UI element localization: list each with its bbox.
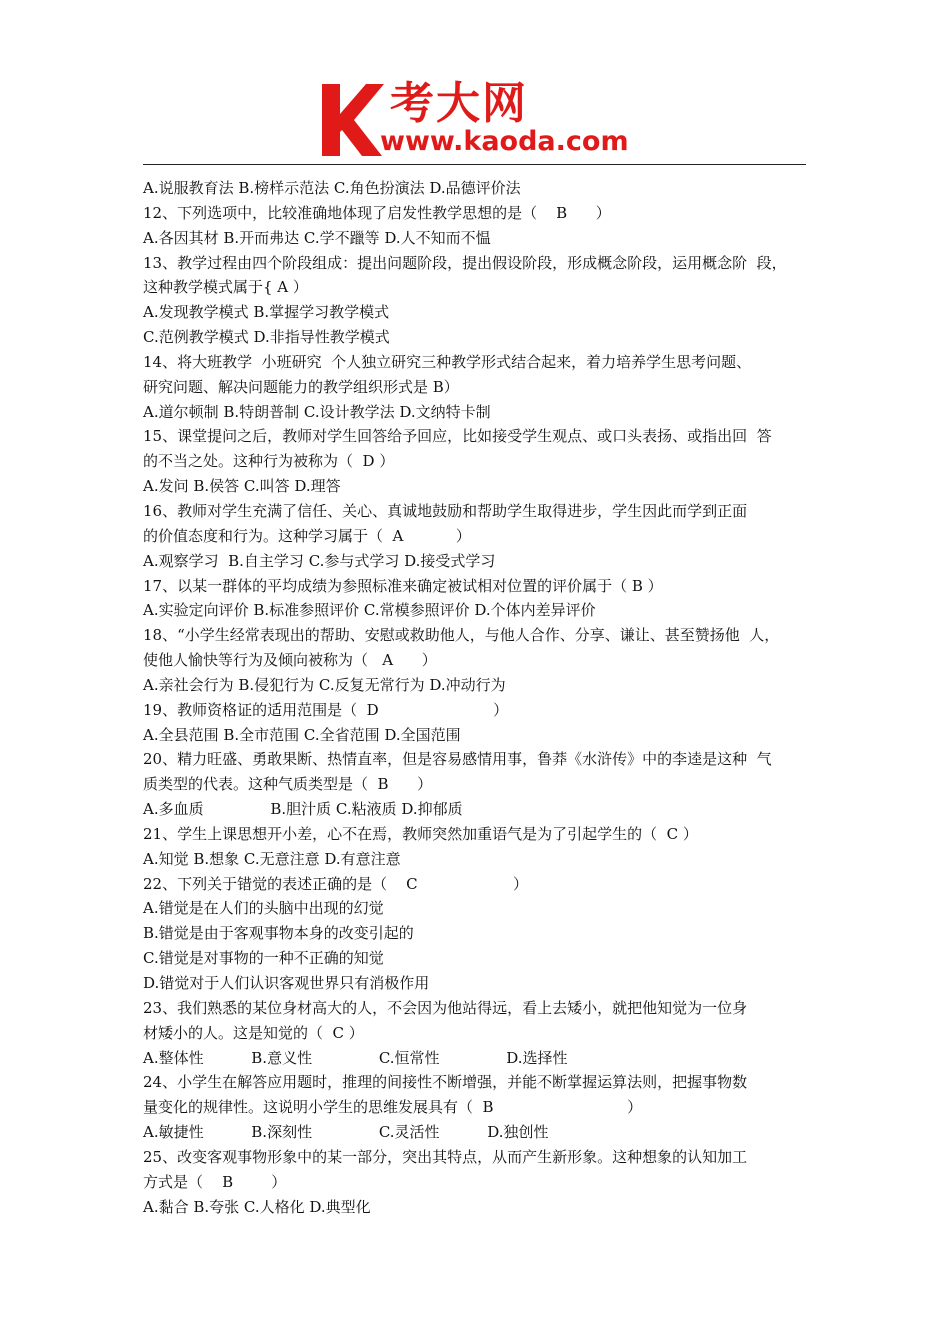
question-19-options: A.全县范围 B.全市范围 C.全省范围 D.全国范围	[143, 725, 461, 744]
question-22-option-c: C.错觉是对事物的一种不正确的知觉	[143, 949, 384, 968]
question-25-cont: 方式是（ B ）	[143, 1172, 287, 1191]
question-21: 21、学生上课思想开小差，心不在焉，教师突然加重语气是为了引起学生的（ C ）	[143, 824, 698, 843]
question-24-options: A.敏捷性 B.深刻性 C.灵活性 D.独创性	[143, 1123, 549, 1142]
question-15-cont: 的不当之处。这种行为被称为（ D ）	[143, 452, 395, 471]
question-22: 22、下列关于错觉的表述正确的是（ C ）	[143, 874, 528, 893]
question-19: 19、教师资格证的适用范围是（ D ）	[143, 700, 509, 719]
question-12-options: A.各因其材 B.开而弗达 C.学不躐等 D.人不知而不愠	[143, 228, 491, 247]
question-17: 17、以某一群体的平均成绩为参照标准来确定被试相对位置的评价属于（ B ）	[143, 576, 663, 595]
question-14-options: A.道尔顿制 B.特朗普制 C.设计教学法 D.文纳特卡制	[143, 402, 491, 421]
question-14-cont: 研究问题、解决问题能力的教学组织形式是 B）	[143, 377, 459, 396]
question-17-options: A.实验定向评价 B.标准参照评价 C.常模参照评价 D.个体内差异评价	[143, 601, 596, 620]
question-13-options-cd: C.范例教学模式 D.非指导性教学模式	[143, 328, 390, 347]
question-22-option-b: B.错觉是由于客观事物本身的改变引起的	[143, 924, 414, 943]
question-23-cont: 材矮小的人。这是知觉的（ C ）	[143, 1023, 364, 1042]
logo-title: 考大网	[390, 78, 528, 129]
question-20-cont: 质类型的代表。这种气质类型是（ B ）	[143, 775, 433, 794]
question-16-cont: 的价值态度和行为。这种学习属于（ A ）	[143, 526, 471, 545]
question-13-options-ab: A.发现教学模式 B.掌握学习教学模式	[143, 303, 390, 322]
question-20-options: A.多血质 B.胆汁质 C.粘液质 D.抑郁质	[143, 800, 463, 819]
document-body	[143, 176, 813, 1219]
question-22-option-d: D.错觉对于人们认识客观世界只有消极作用	[143, 974, 430, 992]
question-24: 24、小学生在解答应用题时，推理的间接性不断增强，并能不断掌握运算法则，把握事物数	[143, 1073, 748, 1092]
kaoda-logo[interactable]	[318, 80, 648, 162]
question-18: 18、“小学生经常表现出的帮助、安慰或救助他人，与他人合作、分享、谦让、甚至赞扬他 人，	[143, 626, 780, 645]
question-18-options: A.亲社会行为 B.侵犯行为 C.反复无常行为 D.冲动行为	[143, 675, 506, 694]
question-22-option-a: A.错觉是在人们的头脑中出现的幻觉	[143, 899, 384, 918]
question-14: 14、将大班教学 小班研究 个人独立研究三种教学形式结合起来，着力培养学生思考问题、	[143, 352, 752, 371]
question-23-options: A.整体性 B.意义性 C.恒常性 D.选择性	[143, 1048, 568, 1067]
question-18-cont: 使他人愉快等行为及倾向被称为（ A ）	[143, 651, 437, 670]
question-21-options: A.知觉 B.想象 C.无意注意 D.有意注意	[143, 849, 401, 868]
question-23: 23、我们熟悉的某位身材高大的人，不会因为他站得远，看上去矮小，就把他知觉为一位身	[143, 998, 748, 1017]
question-12: 12、下列选项中，比较准确地体现了启发性教学思想的是（ B ）	[143, 203, 611, 222]
question-13: 13、教学过程由四个阶段组成：提出问题阶段，提出假设阶段，形成概念阶段，运用概念阶 段，	[143, 253, 787, 272]
question-13-cont: 这种教学模式属于{ A ）	[143, 278, 308, 297]
question-24-cont: 量变化的规律性。这说明小学生的思维发展具有（ B ）	[143, 1098, 643, 1117]
question-16: 16、教师对学生充满了信任、关心、真诚地鼓励和帮助学生取得进步，学生因此而学到正面	[143, 501, 748, 520]
question-16-options: A.观察学习 B.自主学习 C.参与式学习 D.接受式学习	[143, 551, 496, 570]
question-25-options: A.黏合 B.夸张 C.人格化 D.典型化	[143, 1197, 371, 1216]
k-letter-logo-mark	[318, 80, 388, 160]
logo-url: www.kaoda.com	[380, 126, 629, 157]
question-20: 20、精力旺盛、勇敢果断、热情直率，但是容易感情用事，鲁莽《水浒传》中的李逵是这种 气	[143, 750, 772, 769]
text-line: A.说服教育法 B.榜样示范法 C.角色扮演法 D.品德评价法	[143, 179, 521, 197]
question-25: 25、改变客观事物形象中的某一部分，突出其特点，从而产生新形象。这种想象的认知加工	[143, 1147, 748, 1166]
header-divider	[143, 164, 806, 165]
question-15-options: A.发问 B.侯答 C.叫答 D.理答	[143, 477, 341, 496]
question-15: 15、课堂提问之后，教师对学生回答给予回应，比如接受学生观点、或口头表扬、或指出回 答	[143, 427, 772, 446]
